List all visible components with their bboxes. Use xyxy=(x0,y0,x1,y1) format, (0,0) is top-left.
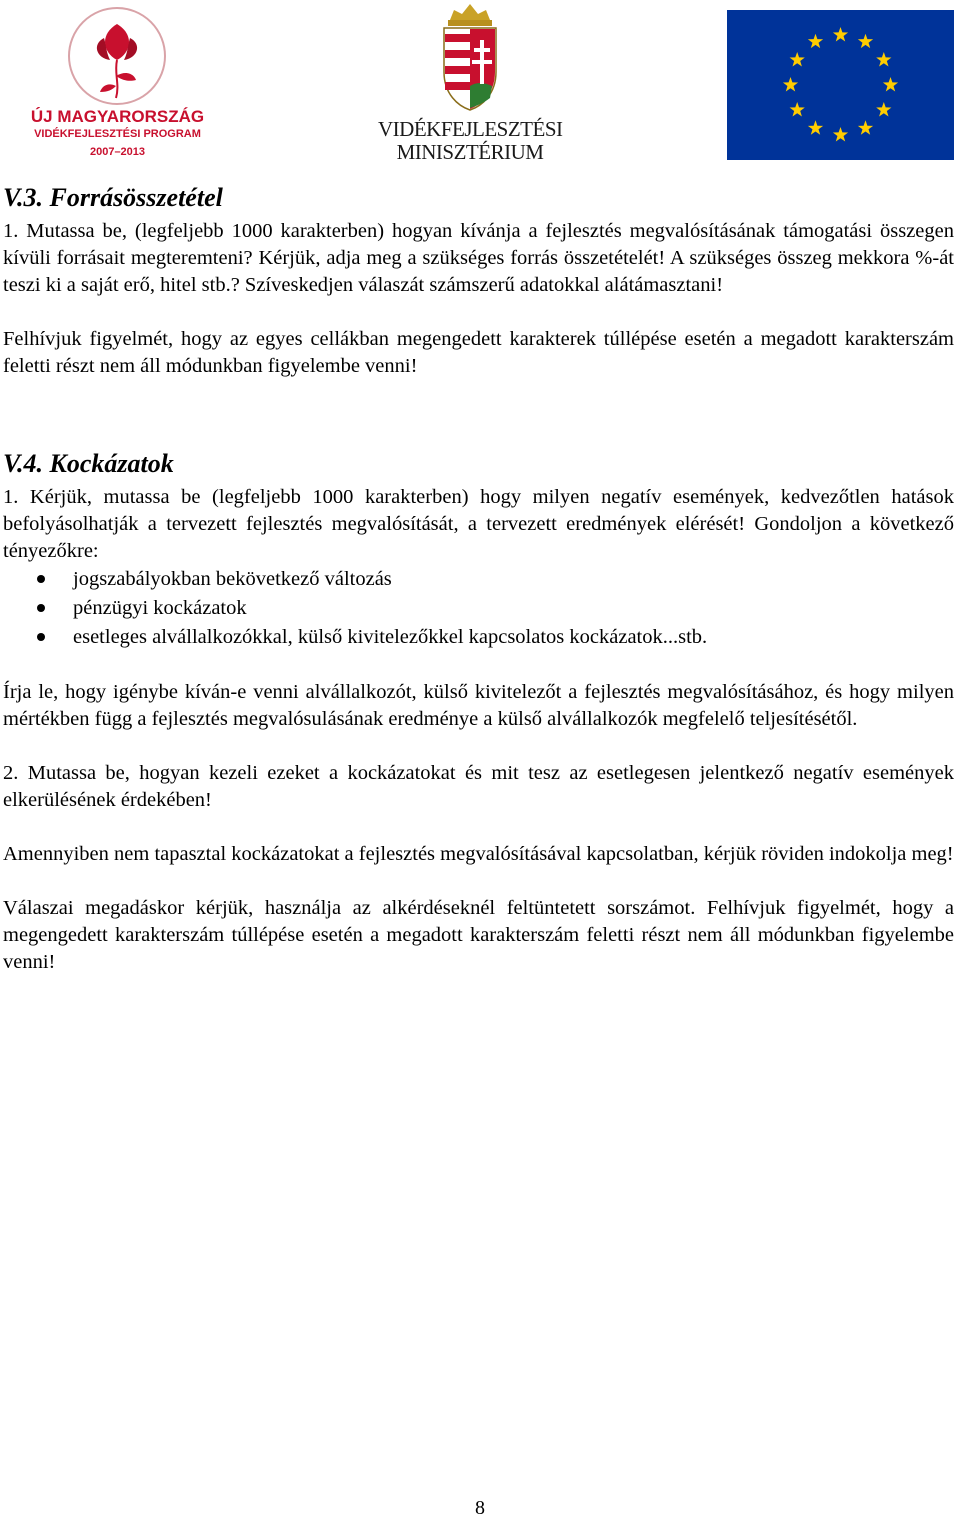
section-heading-v4: V.4. Kockázatok xyxy=(3,449,174,478)
question-v3-1: 1. Mutassa be, (legfeljebb 1000 karakterben) hogyan kívánja a fejlesztés megvalósításának támogatási összegen kívüli forrásait megteremteni? Kérjük, adja meg a szükséges forrás összetételét! A szükséges összeg mekkora %-át teszi ki a saját erő, hitel stb.? Szíveskedjen válaszát számszerű adatokkal alátámasztani! xyxy=(3,220,954,296)
character-limit-note: Felhívjuk figyelmét, hogy az egyes cellákban megengedett karakterek túllépése esetén a megadott karakterszám feletti részt nem áll módunkban figyelembe venni! xyxy=(3,328,954,377)
logo-subtitle: VIDÉKFEJLESZTÉSI PROGRAM xyxy=(34,128,201,140)
document-body xyxy=(3,178,954,976)
list-item: jogszabályokban bekövetkező változás xyxy=(3,565,954,594)
page-number: 8 xyxy=(475,1497,485,1519)
question-v4-2: 2. Mutassa be, hogyan kezeli ezeket a kockázatokat és mit tesz az esetlegesen jelentkező negatív események elkerülésének érdekében! xyxy=(3,762,954,811)
hungarian-coat-of-arms-icon xyxy=(378,2,562,114)
list-item: esetleges alvállalkozókkal, külső kivitelezőkkel kapcsolatos kockázatok...stb. xyxy=(3,623,954,652)
risk-factor-list xyxy=(3,565,954,652)
section-heading-v3: V.3. Forrásösszetétel xyxy=(3,183,223,212)
no-risk-paragraph: Amennyiben nem tapasztal kockázatokat a fejlesztés megvalósításával kapcsolatban, kérjük röviden indokolja meg! xyxy=(3,843,954,865)
logo-title: ÚJ MAGYARORSZÁG xyxy=(30,107,205,126)
final-instructions: Válaszai megadáskor kérjük, használja az alkérdéseknél feltüntetett sorszámot. Felhívjuk figyelmét, hogy a megengedett karakterszám túllépése esetén a megadott karakterszám feletti részt nem áll módunkban figyelembe venni! xyxy=(3,897,954,973)
ministry-name-line1: VIDÉKFEJLESZTÉSI xyxy=(378,117,563,141)
subcontractor-paragraph: Írja le, hogy igénybe kíván-e venni alvállalkozót, külső kivitelezőt a fejlesztés megvalósításához, és hogy milyen mértékben függ a fejlesztés megvalósulásának eredménye a külső alvállalkozók megfelelő teljesítésétől. xyxy=(3,681,954,730)
ministry-name-line2: MINISZTÉRIUM xyxy=(396,140,544,164)
uj-magyarorszag-logo xyxy=(30,4,205,160)
eu-flag xyxy=(727,10,954,160)
eu-flag-icon xyxy=(727,10,954,160)
list-item: pénzügyi kockázatok xyxy=(3,594,954,623)
question-v4-1: 1. Kérjük, mutassa be (legfeljebb 1000 karakterben) hogy milyen negatív események, kedvezőtlen hatások befolyásolhatják a tervezett fejlesztés megvalósítását, a tervezett eredmények elérését! Gondoljon a következő tényezőkre: xyxy=(3,486,954,562)
ministry-logo xyxy=(378,2,562,162)
logo-years: 2007–2013 xyxy=(89,146,146,158)
